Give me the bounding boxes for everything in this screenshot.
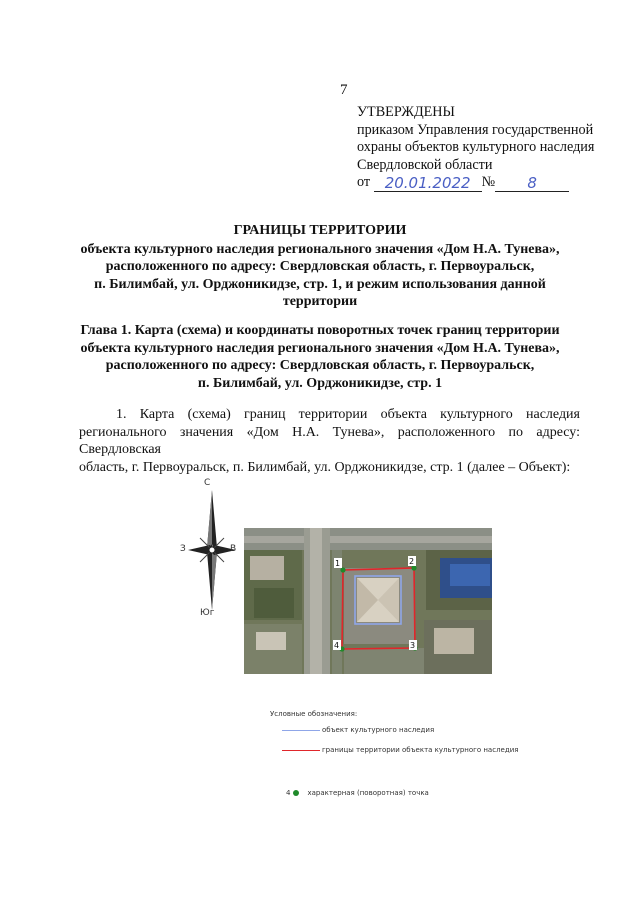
chapter-line: объекта культурного наследия регионального значения «Дом Н.А. Тунева», xyxy=(80,340,560,356)
legend-point-dot xyxy=(293,790,299,796)
chapter-line: расположенного по адресу: Свердловская область, г. Первоуральск, xyxy=(105,358,535,373)
approval-heading: УТВЕРЖДЕНЫ xyxy=(357,104,455,120)
chapter-line: Глава 1. Карта (схема) и координаты поворотных точек границ территории xyxy=(80,323,560,338)
chapter-line: п. Билимбай, ул. Орджоникидзе, стр. 1 xyxy=(197,375,443,391)
body-paragraph xyxy=(79,406,580,476)
chapter-heading xyxy=(60,322,580,392)
title-line: расположенного по адресу: Свердловская область, г. Первоуральск, xyxy=(105,259,535,274)
title-line: территории xyxy=(282,294,358,309)
number-prefix: № xyxy=(481,174,496,190)
map-point-label: 4 xyxy=(334,641,340,650)
date-prefix: от xyxy=(357,174,371,190)
title-line: п. Билимбай, ул. Орджоникидзе, стр. 1, и режим использования данной xyxy=(94,276,546,292)
page-number: 7 xyxy=(340,82,348,98)
paragraph-line: 1. Карта (схема) границ территории объекта культурного наследия xyxy=(116,407,580,422)
map-point-label: 3 xyxy=(410,641,416,650)
map-point-label: 2 xyxy=(409,557,415,566)
turning-point xyxy=(340,567,345,572)
legend-title: Условные обозначения: xyxy=(270,710,358,718)
approval-date: 20.01.2022 xyxy=(374,175,482,192)
approval-line: охраны объектов культурного наследия xyxy=(357,139,595,155)
site-map xyxy=(244,528,492,674)
map-point-label: 1 xyxy=(335,559,341,568)
legend-point-row xyxy=(286,788,429,798)
legend-point-label: характерная (поворотная) точка xyxy=(307,789,429,797)
legend-object-row xyxy=(282,725,434,735)
compass-rose xyxy=(180,480,244,620)
legend-point-number: 4 xyxy=(286,789,291,797)
paragraph-line: область, г. Первоуральск, п. Билимбай, ул. Орджоникидзе, стр. 1 (далее – Объект): xyxy=(79,459,571,475)
legend-object-line xyxy=(282,730,320,731)
approval-line: приказом Управления государственной xyxy=(357,121,594,138)
approval-date-line xyxy=(357,174,617,192)
turning-point xyxy=(411,565,416,570)
compass-west-label: З xyxy=(180,544,186,554)
legend-boundary-row xyxy=(282,745,518,755)
paragraph-line: регионального значения «Дом Н.А. Тунева», расположенного по адресу: Свердловская xyxy=(79,424,580,458)
title-main: ГРАНИЦЫ ТЕРРИТОРИИ xyxy=(233,223,407,238)
compass-south-label: Юг xyxy=(200,608,215,618)
approval-line: Свердловской области xyxy=(357,156,493,173)
satellite-map-image xyxy=(244,528,492,674)
legend-boundary-label: границы территории объекта культурного наследия xyxy=(322,746,519,754)
document-title xyxy=(60,222,580,311)
compass-north-label: С xyxy=(204,478,211,488)
compass-east-label: В xyxy=(230,544,237,554)
approval-block xyxy=(357,104,617,192)
approval-number: 8 xyxy=(495,175,569,192)
legend-boundary-line xyxy=(282,750,320,751)
legend-object-label: объект культурного наследия xyxy=(322,726,435,734)
title-line: объекта культурного наследия регионального значения «Дом Н.А. Тунева», xyxy=(80,241,560,257)
